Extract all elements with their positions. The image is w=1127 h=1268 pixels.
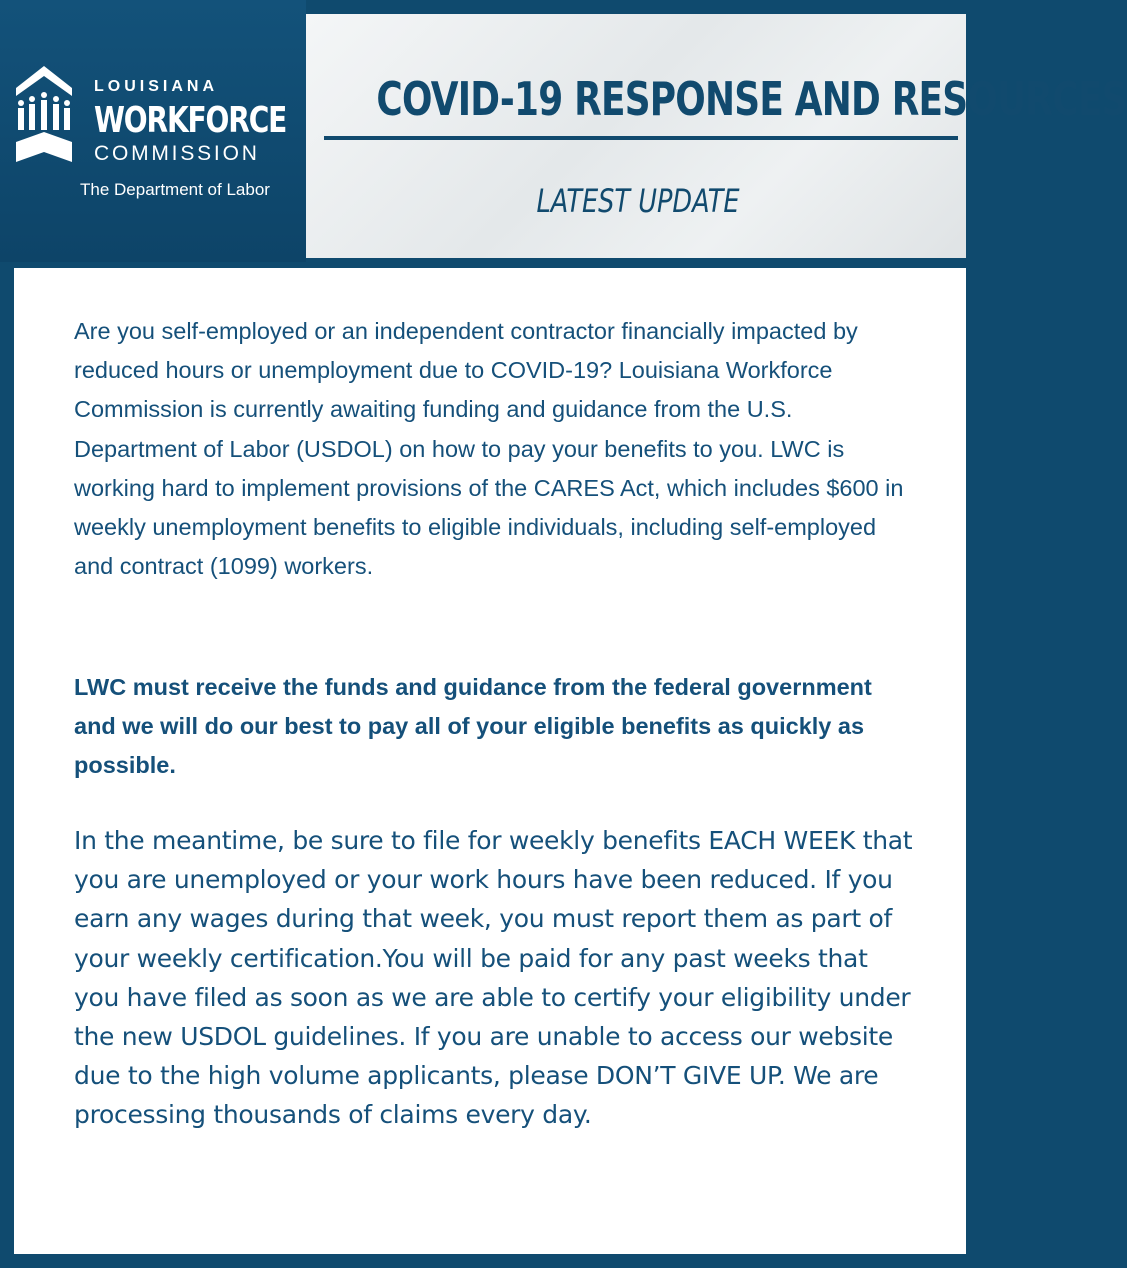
logo-commission-text: COMMISSION xyxy=(94,142,260,165)
page-subtitle: LATEST UPDATE xyxy=(536,182,740,220)
header-brand-panel xyxy=(0,0,306,262)
page-title: COVID-19 RESPONSE AND RESOURCES xyxy=(376,72,1127,126)
logo-louisiana-text: LOUISIANA xyxy=(94,78,218,95)
intro-paragraph: Are you self-employed or an independent contractor financially impacted by reduced hours or unemployment due to COVID-19? Louisiana Workforce Commission is currently awaiting funding and guidance from the U.S. Department of Labor (USDOL) on how to pay your benefits to you. LWC is working hard to implement provisions of the CARES Act, which includes $600 in weekly unemployment benefits to eligible individuals, including self-employed and contract (1099) workers. xyxy=(74,318,904,580)
title-divider xyxy=(324,136,958,140)
content-panel xyxy=(14,268,966,1254)
department-tagline: The Department of Labor xyxy=(80,180,270,199)
header-title-panel xyxy=(306,14,1127,258)
lwc-logo-icon xyxy=(16,66,72,166)
lwc-logo xyxy=(16,66,296,166)
emphasis-paragraph: LWC must receive the funds and guidance from the federal government and we will do our best to pay all of your eligible benefits as quickly as possible. xyxy=(74,674,872,779)
logo-workforce-text: WORKFORCE xyxy=(94,100,287,141)
instructions-paragraph: In the meantime, be sure to file for weekly benefits EACH WEEK that you are unemployed or your work hours have been reduced. If you earn any wages during that week, you must report them as part of your weekly certification.You will be paid for any past weeks that you have filed as soon as we are able to certify your eligibility under the new USDOL guidelines. If you are unable to access our website due to the high volume applicants, please DON’T GIVE UP. We are processing thousands of claims every day. xyxy=(74,826,913,1130)
